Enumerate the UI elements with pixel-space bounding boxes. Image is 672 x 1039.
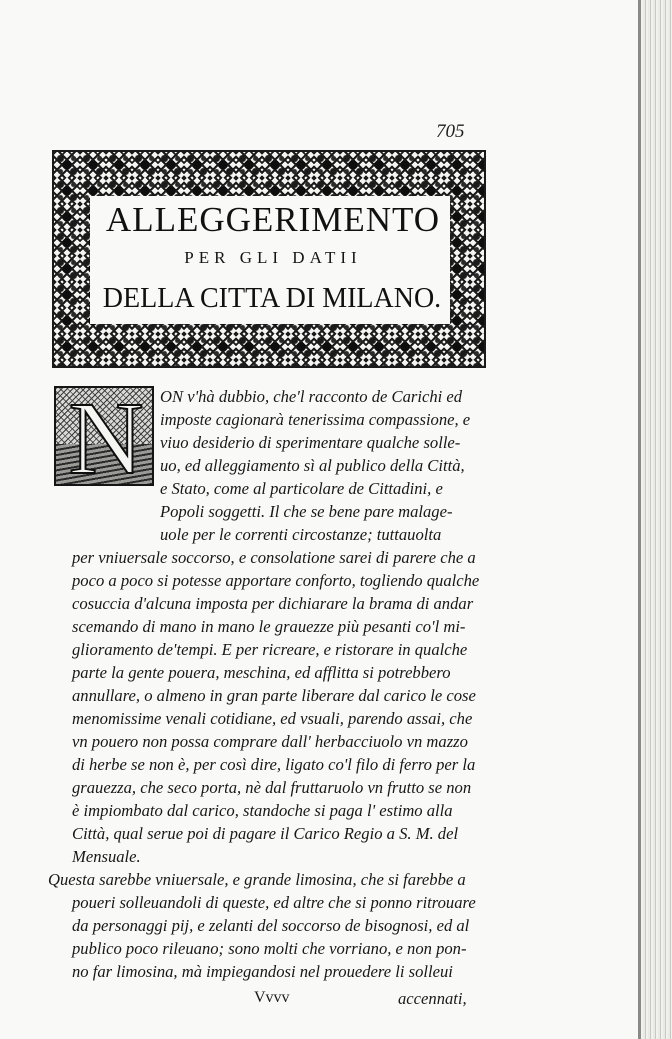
text-line: imposte cagionarà tenerissima compassione, e — [160, 410, 471, 429]
text-line: grauezza, che seco porta, nè dal fruttaruolo vn frutto se non — [72, 778, 472, 797]
signature-mark: Vvvv — [254, 989, 290, 1006]
text-line: viuo desiderio di sperimentare qualche solle- — [160, 433, 461, 452]
text-line: è impiombato dal carico, standoche si paga l' estimo alla — [72, 801, 453, 820]
catchword: accennati, — [398, 989, 467, 1008]
text-line: cosuccia d'alcuna imposta per dichiarare la brama di andar — [72, 594, 474, 613]
text-line: annullare, o almeno in gran parte liberare dal carico le cose — [72, 686, 476, 705]
text-line: ON v'hà dubbio, che'l racconto de Carichi ed — [160, 387, 463, 406]
text-line: parte la gente pouera, meschina, ed afflitta si potrebbero — [72, 663, 451, 682]
text-line: da personaggi pij, e zelanti del soccorso de bisognosi, ed al — [72, 916, 470, 935]
title-subtitle: PER GLI DATII — [184, 248, 362, 267]
text-line: vn pouero non possa comprare dall' herbacciuolo vn mazzo — [72, 732, 468, 751]
decorated-initial — [54, 386, 154, 486]
text-line: glioramento de'tempi. E per ricreare, e ristorare in qualche — [72, 640, 468, 659]
title-main: ALLEGGERIMENTO — [105, 200, 441, 239]
text-line: menomissime venali cotidiane, ed vsuali, parendo assai, che — [72, 709, 473, 728]
text-line: Popoli soggetti. Il che se bene pare malage- — [160, 502, 453, 521]
text-line: uole per le correnti circostanze; tuttauolta — [160, 525, 442, 544]
text-line: Città, qual serue poi di pagare il Carico Regio a S. M. del — [72, 824, 459, 843]
text-line: uo, ed alleggiamento sì al publico della Città, — [160, 456, 465, 475]
text-line: di herbe se non è, per così dire, ligato co'l filo di ferro per la — [72, 755, 476, 774]
initial-letter: N — [68, 386, 144, 486]
text-line: no far limosina, mà impiegandosi nel prouedere li solleui — [72, 962, 453, 981]
text-line: per vniuersale soccorso, e consolatione sarei di parere che a — [72, 548, 476, 567]
page-edges — [638, 0, 672, 1039]
text-line: scemando di mano in mano le grauezze più pesanti co'l mi- — [72, 617, 466, 636]
page-number: 705 — [436, 121, 465, 142]
title-city: DELLA CITTA DI MILANO. — [102, 283, 442, 314]
text-line: poco a poco si potesse apportare conforto, togliendo qualche — [72, 571, 480, 590]
text-line: e Stato, come al particolare de Cittadini, e — [160, 479, 443, 498]
text-line: Questa sarebbe vniuersale, e grande limosina, che si farebbe a — [48, 870, 466, 889]
text-line: poueri solleuandoli di queste, ed altre che si ponno ritrouare — [72, 893, 476, 912]
text-line: Mensuale. — [72, 847, 141, 866]
text-line: publico poco rileuano; sono molti che vorriano, e non pon- — [72, 939, 467, 958]
